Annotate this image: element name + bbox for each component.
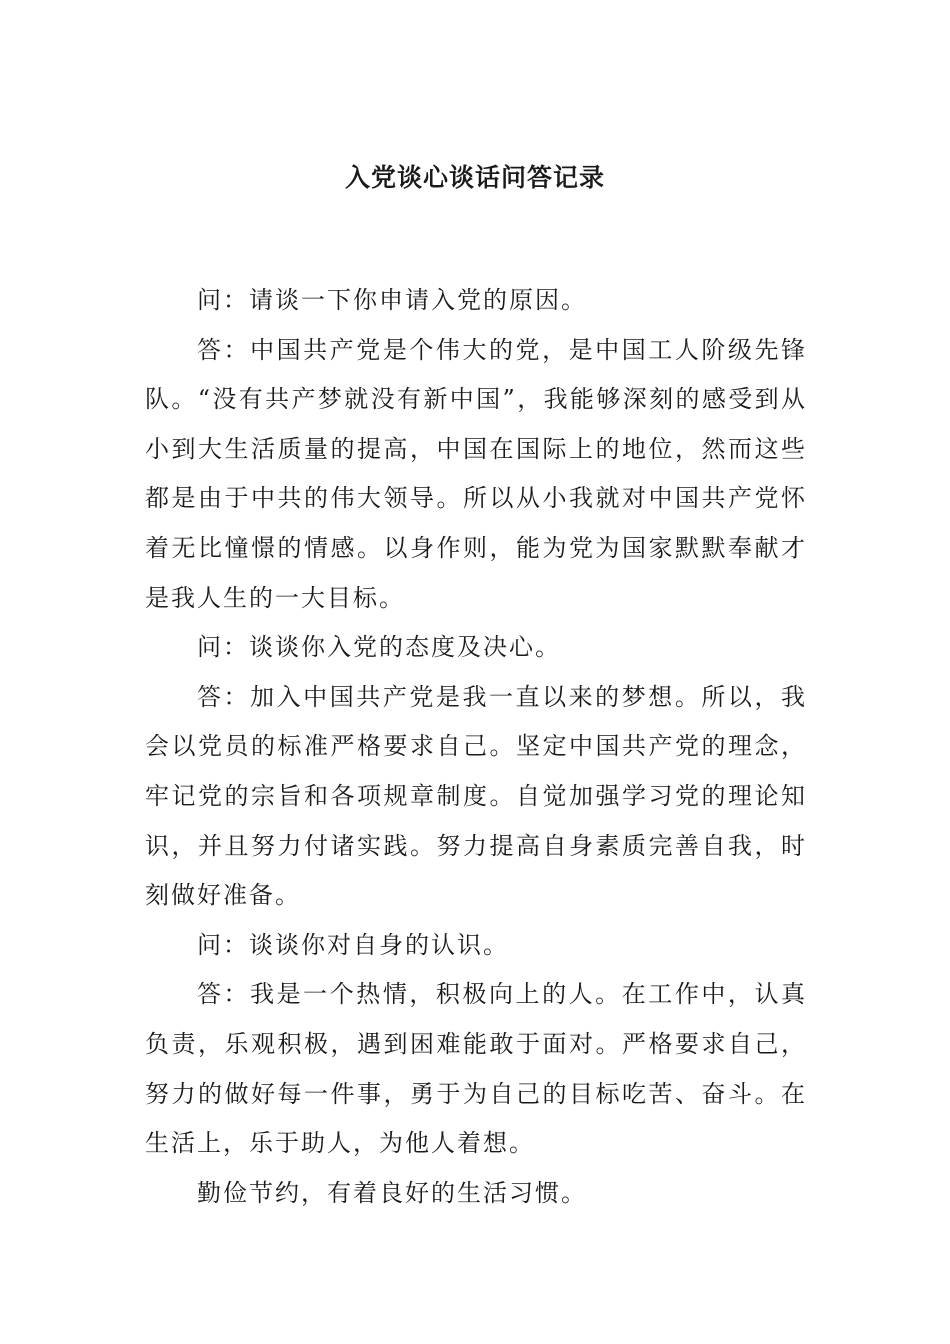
answer-paragraph-2: 答：加入中国共产党是我一直以来的梦想。所以，我会以党员的标准严格要求自己。坚定中国共产党的理念，牢记党的宗旨和各项规章制度。自觉加强学习党的理论知识，并且努力付诸实践。努力提高自身素质完善自我，时刻做好准备。: [145, 682, 807, 910]
answer-paragraph-1: 答：中国共产党是个伟大的党，是中国工人阶级先锋队。“没有共产梦就没有新中国”，我能够深刻的感受到从小到大生活质量的提高，中国在国际上的地位，然而这些都是由于中共的伟大领导。所以从小我就对中国共产党怀着无比憧憬的情感。以身作则，能为党为国家默默奉献才是我人生的一大目标。: [145, 335, 807, 612]
closing-paragraph: 勤俭节约，有着良好的生活习惯。: [197, 1178, 587, 1207]
question-paragraph-2: 问：谈谈你入党的态度及决心。: [197, 633, 561, 662]
document-body: [145, 276, 807, 1218]
question-paragraph-3: 问：谈谈你对自身的认识。: [197, 930, 509, 959]
answer-paragraph-3: 答：我是一个热情，积极向上的人。在工作中，认真负责，乐观积极，遇到困难能敢于面对。严格要求自己，努力的做好每一件事，勇于为自己的目标吃苦、奋斗。在生活上，乐于助人，为他人着想。: [145, 980, 807, 1158]
question-paragraph-1: 问：请谈一下你申请入党的原因。: [197, 286, 587, 314]
document-title: 入党谈心谈话问答记录: [344, 163, 605, 192]
